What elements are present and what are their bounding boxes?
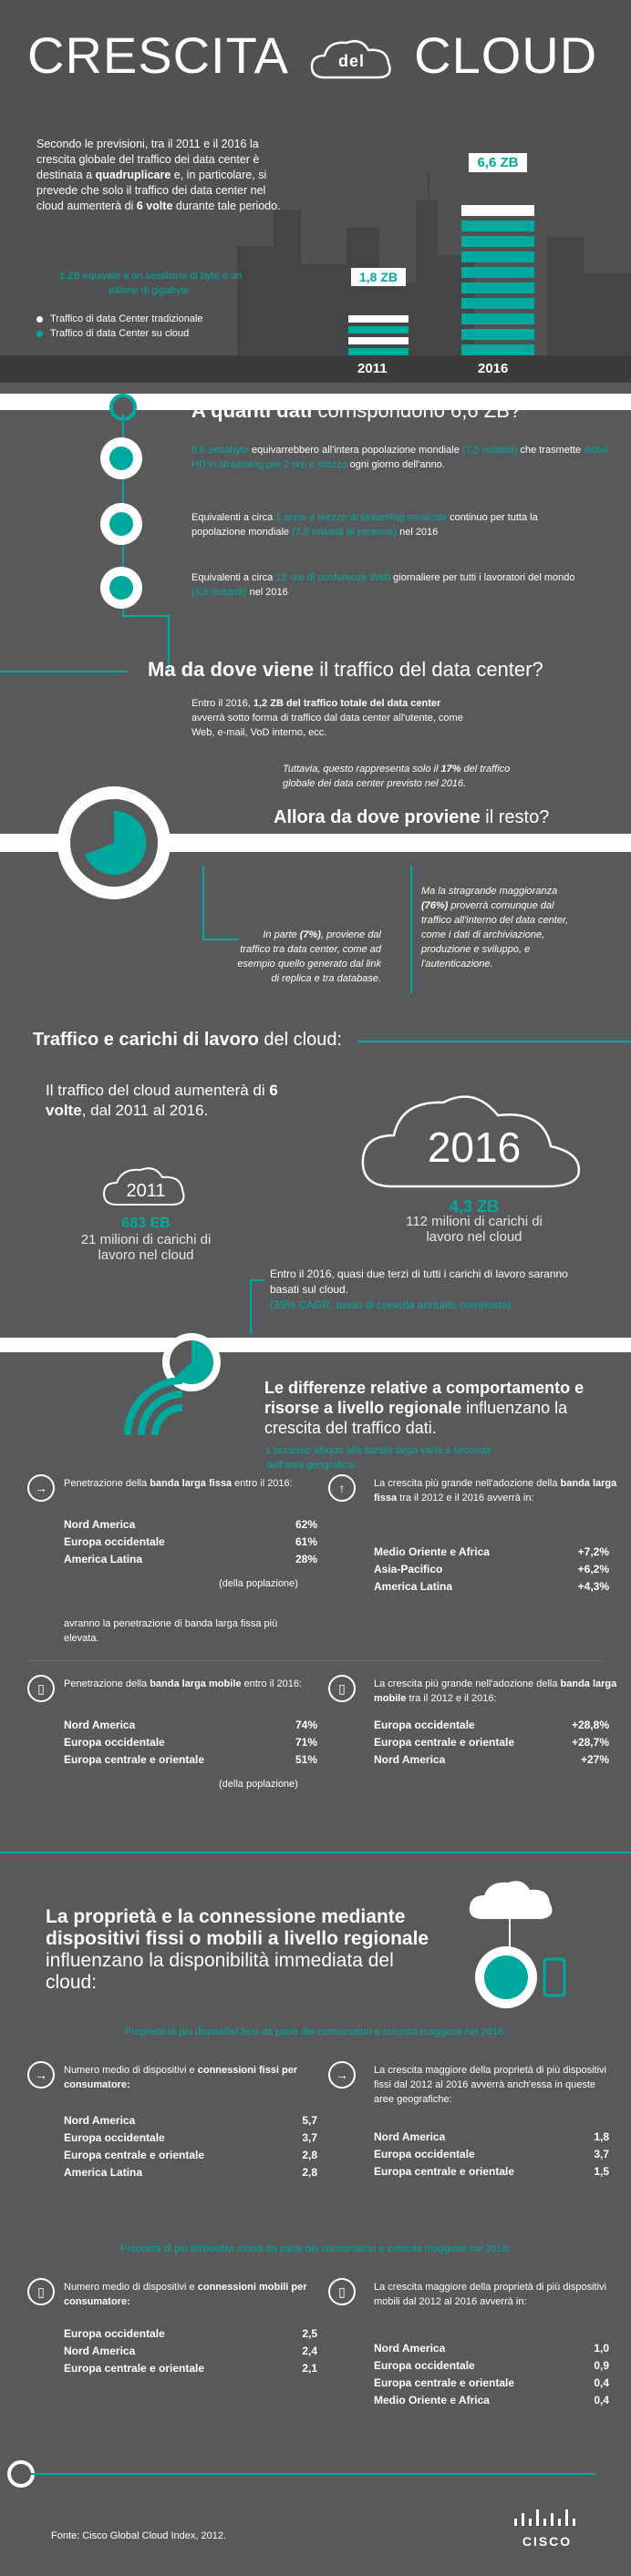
table-row	[374, 2340, 609, 2357]
table-row	[374, 1578, 609, 1596]
fixed-growth-heading	[374, 1476, 620, 1505]
connector-3	[202, 866, 204, 939]
question-2-rest: il traffico del data center?	[314, 658, 543, 681]
legend-label-traditional: Traffico di data Center tradizionale	[50, 313, 203, 324]
workload-title-rest: del cloud:	[258, 1030, 343, 1050]
source-left-b: , proviene dal traffico tra data center, come ad esempio quello generato dal link di replica e tra database.	[237, 929, 381, 984]
fixed-pen-heading	[64, 1476, 319, 1491]
row-label: Europa occidentale	[374, 2359, 475, 2372]
legend	[36, 312, 264, 341]
row-label: Asia-Pacifico	[374, 1563, 443, 1575]
row-value: 3,7	[302, 2131, 317, 2144]
row-value: 2,8	[302, 2166, 317, 2179]
row-label: Europa occidentale	[374, 2148, 475, 2160]
cloud-2016-text: 112 milioni di carichi di lavoro nel cloud	[406, 1214, 543, 1245]
mobile-devices-growth-icon: ▯	[328, 2278, 356, 2305]
item3-web: 12 ore di conferenze Web	[275, 572, 391, 583]
table-row	[374, 1544, 609, 1561]
item1-video: video HD in streaming per 2 ore e mezzo	[191, 445, 608, 470]
cisco-bars-icon	[511, 2508, 584, 2530]
arrow-up-icon: ↑	[328, 1474, 356, 1502]
source-note-bold: 17%	[440, 764, 461, 775]
data-item-3	[191, 570, 593, 600]
cisco-wordmark: CISCO	[522, 2534, 573, 2549]
main-title	[27, 26, 611, 89]
data-item-1	[191, 443, 611, 472]
row-value: 5,7	[302, 2114, 317, 2127]
table-row	[374, 2392, 609, 2409]
globe-video-icon	[100, 437, 142, 479]
row-label: Nord America	[374, 2342, 446, 2355]
connector-5-h	[357, 1041, 631, 1042]
table-row	[374, 2375, 609, 2392]
cisco-logo	[511, 2508, 584, 2553]
fixed-devices-growth-table	[374, 2129, 609, 2181]
intro-part-2: e, in particolare, si prevede che solo il traffico dei data center nel cloud aumenterà di	[36, 169, 267, 212]
source-left-bold: (7%)	[299, 929, 321, 940]
intro-bold-2: 6 volte	[136, 200, 173, 212]
source-right-a: Ma la stragrande maggioranza	[421, 886, 558, 897]
row-value: +7,2%	[577, 1545, 609, 1558]
source-right-bold: (76%)	[421, 900, 449, 911]
cloud-devices-icon	[460, 1877, 588, 2023]
table-row	[374, 1734, 609, 1751]
workload-note	[270, 1267, 580, 1313]
item3-text-c: giornaliere per tutti i lavoratori del mondo	[390, 572, 575, 583]
table-row	[64, 2112, 317, 2130]
row-label: Europa centrale e orientale	[374, 2376, 515, 2389]
row-value: +6,2%	[577, 1563, 609, 1575]
question-1-rest: corrispondono 6,6 ZB?	[312, 399, 522, 422]
arrow-right-icon: →	[27, 1474, 55, 1502]
table-row	[64, 2360, 317, 2377]
intro-part-1: Secondo le previsioni, tra il 2011 e il 2016 la crescita globale del traffico dei data center è destinata a	[36, 138, 260, 181]
data-item-2	[191, 510, 593, 539]
mobile-devices-icon: ▯	[27, 2278, 55, 2305]
row-value: 2,4	[302, 2345, 317, 2357]
mobile-pen-a: Penetrazione della	[64, 1678, 150, 1689]
row-value: 28%	[295, 1553, 317, 1565]
row-label: Nord America	[374, 1753, 446, 1766]
table-row	[374, 2163, 609, 2181]
workload-title	[33, 1030, 342, 1051]
mobile-growth-b: tra il 2012 e il 2016:	[406, 1693, 497, 1704]
mobile-growth-table	[374, 1717, 609, 1769]
fixed-pen-note: avranno la penetrazione di banda larga fissa più elevata.	[64, 1618, 278, 1644]
table-row	[64, 2147, 317, 2164]
growth-text-bold: 6 volte	[46, 1082, 278, 1119]
row-value: 1,0	[594, 2342, 609, 2355]
connector-6	[250, 1279, 252, 1334]
fixed-devices-growth-icon: →	[328, 2061, 356, 2089]
mobile-avg-bold: connessioni mobili per consumatore:	[64, 2282, 307, 2307]
table-row	[64, 2325, 317, 2343]
regional-subtitle: L'accesso ubiquo alla banda larga varia a seconda dell'area geografica:	[266, 1445, 491, 1471]
mobile-growth-bold: banda larga mobile	[374, 1678, 617, 1704]
zb-note: 1 ZB equivale a un sestilione di byte o un trilione di gigabyte.	[58, 271, 243, 296]
connector-4	[410, 866, 412, 993]
fixed-pen-pop: (della poplazione)	[219, 1578, 298, 1589]
intro-part-3: durante tale periodo.	[172, 200, 281, 212]
legend-item-cloud	[36, 326, 264, 341]
regional-divider	[27, 1660, 604, 1661]
item2-pop: (7,5 miliardi di persone)	[292, 527, 398, 538]
question-1-bold: A quanti dati	[191, 399, 313, 422]
fixed-devices-growth-text: La crescita maggiore della proprietà di più dispositivi fissi dal 2012 al 2016 avverrà anch'essa in queste aree geografiche:	[374, 2065, 606, 2105]
question-3	[274, 807, 549, 828]
question-3-rest: il resto?	[480, 807, 550, 827]
ground	[0, 355, 631, 383]
row-value: +28,8%	[571, 1719, 609, 1731]
table-row	[374, 1717, 609, 1734]
bar-2016-stack	[461, 205, 534, 355]
connector-1-h	[122, 615, 168, 617]
row-value: 71%	[295, 1736, 317, 1749]
mobile-pen-pop: (della poplazione)	[219, 1779, 298, 1790]
mobile-pen-heading	[64, 1677, 319, 1691]
row-label: America Latina	[374, 1580, 453, 1593]
devices-title-rest: influenzano la disponibilità immediata del cloud:	[46, 1950, 394, 1993]
fixed-devices-icon: →	[27, 2061, 55, 2089]
row-label: Europa occidentale	[374, 1719, 475, 1731]
fixed-pen-a: Penetrazione della	[64, 1478, 150, 1489]
row-value: 2,1	[302, 2362, 317, 2375]
title-right: CLOUD	[414, 26, 598, 84]
row-label: Europa centrale e orientale	[64, 2149, 205, 2161]
row-label: Europa centrale e orientale	[374, 2165, 515, 2178]
row-value: 74%	[295, 1719, 317, 1731]
footer-source: Fonte: Cisco Global Cloud Index, 2012.	[51, 2530, 227, 2541]
fixed-pen-b: entro il 2016:	[232, 1478, 293, 1489]
row-label: Europa occidentale	[64, 1736, 165, 1749]
mobile-growth-heading	[374, 1677, 620, 1706]
row-value: 1,8	[594, 2130, 609, 2143]
row-label: Europa centrale e orientale	[64, 2362, 205, 2375]
row-value: +4,3%	[577, 1580, 609, 1593]
legend-item-traditional	[36, 312, 264, 326]
item2-text-e: nel 2016	[397, 527, 439, 538]
growth-text	[46, 1081, 283, 1121]
row-label: America Latina	[64, 1553, 143, 1565]
globe-people-icon	[100, 567, 142, 609]
fixed-pen-bold: banda larga fissa	[150, 1478, 233, 1489]
table-row	[64, 1734, 317, 1751]
source-text	[191, 696, 465, 740]
fixed-growth-b: tra il 2012 e il 2016 avverrà in:	[397, 1493, 534, 1504]
regional-title	[264, 1378, 611, 1438]
table-row	[64, 2343, 317, 2360]
item2-text-a: Equivalenti a circa	[191, 512, 276, 523]
intro-text	[36, 137, 292, 214]
connector-3-h	[202, 939, 239, 940]
growth-text-a: Il traffico del cloud aumenterà di	[46, 1082, 270, 1099]
cloud-2011-year: 2011	[126, 1181, 166, 1201]
row-label: Europa centrale e orientale	[64, 1753, 205, 1766]
source-note-b: del traffico globale dei data center previsto nel 2016.	[283, 764, 511, 789]
fixed-growth-table	[374, 1544, 609, 1596]
item1-text-b: equivarrebbero all'intera popolazione mondiale	[249, 445, 462, 456]
row-label: America Latina	[64, 2166, 143, 2179]
row-value: 62%	[295, 1518, 317, 1531]
fixed-avg-heading	[64, 2063, 310, 2092]
row-label: Nord America	[64, 2114, 136, 2127]
mobile-avg-a: Numero medio di dispositivi e	[64, 2282, 198, 2293]
row-label: Nord America	[64, 2345, 136, 2357]
mobile-devices-growth-table	[374, 2340, 609, 2409]
title-mid: del	[338, 52, 366, 71]
item3-text-e: nel 2016	[246, 587, 288, 598]
wifi-pie-icon	[119, 1326, 237, 1444]
source-right-b: proverrà comunque dal traffico all'interno del data center, come i dati di archiviazione, produzione e sviluppo, e l'autenticazione.	[421, 900, 569, 970]
connector-2-h	[0, 671, 128, 672]
mobile-pen-b: entro il 2016:	[241, 1678, 303, 1689]
fixed-growth-a: La crescita più grande nell'adozione della	[374, 1478, 561, 1489]
intro-bold: quadruplicare	[95, 169, 171, 181]
legend-swatch-white	[36, 316, 43, 323]
source-text-b: avverrà sotto forma di traffico dal data center all'utente, come Web, e-mail, VoD interno, ecc.	[191, 713, 463, 738]
item1-text-f: ogni giorno dell'anno.	[347, 459, 445, 470]
table-row	[64, 1717, 317, 1734]
cloud-2011-value: 683 EB	[121, 1216, 171, 1231]
table-row	[64, 1534, 317, 1551]
bar-2016	[461, 155, 534, 355]
item2-text-c: continuo per tutta la popolazione mondiale	[191, 512, 538, 538]
devices-title-bold: La proprietà e la connessione mediante dispositivi fissi o mobili a livello regionale	[46, 1906, 429, 1949]
row-value: 1,5	[594, 2165, 609, 2178]
table-row	[374, 2357, 609, 2375]
regional-title-rest: influenzano la crescita del traffico dati.	[264, 1399, 568, 1437]
item3-workers: (3,6 miliardi)	[191, 587, 247, 598]
legend-swatch-teal	[36, 331, 43, 337]
traffic-pie	[55, 784, 173, 902]
mobile-devices-growth-text: La crescita maggiore della proprietà di più dispositivi mobili dal 2012 al 2016 avverrà in:	[374, 2282, 606, 2307]
row-label: Europa occidentale	[64, 2327, 165, 2340]
item3-text-a: Equivalenti a circa	[191, 572, 276, 583]
source-note-a: Tuttavia, questo rappresenta solo il	[283, 764, 441, 775]
connector-7-h	[0, 1852, 631, 1853]
row-value: 3,7	[594, 2148, 609, 2160]
connector-6-h	[250, 1279, 264, 1281]
source-left	[235, 928, 381, 986]
item1-text-d: che trasmette	[517, 445, 584, 456]
mobile-growth-a: La crescita più grande nell'adozione della	[374, 1678, 561, 1689]
row-value: 0,4	[594, 2394, 609, 2407]
fixed-devices-heading: Proprietà di più dispositivi fissi da parte dei consumatori e crescita maggiore nel 2016:	[124, 2027, 507, 2037]
table-row	[374, 1561, 609, 1578]
row-value: 0,4	[594, 2376, 609, 2389]
source-left-a: In parte	[263, 929, 300, 940]
cloud-2011-text: 21 milioni di carichi di lavoro nel cloud	[80, 1232, 212, 1263]
bar-2016-label: 6,6 ZB	[469, 153, 527, 172]
fixed-pen-table	[64, 1516, 317, 1568]
fixed-avg-bold: connessioni fissi per consumatore:	[64, 2065, 298, 2090]
workload-note-b: (39% CAGR, tasso di crescita annuale composto)	[270, 1298, 512, 1311]
row-label: Europa occidentale	[64, 2131, 165, 2144]
bar-2011	[348, 270, 409, 355]
row-label: Europa centrale e orientale	[374, 1736, 515, 1749]
table-row	[64, 1751, 317, 1769]
table-row	[374, 2146, 609, 2163]
fixed-avg-a: Numero medio di dispositivi e	[64, 2065, 198, 2076]
fixed-avg-table	[64, 2112, 317, 2181]
row-value: +27%	[580, 1753, 609, 1766]
item1-pop: (7,5 miliardi)	[461, 445, 518, 456]
mobile-pen-bold: banda larga mobile	[150, 1678, 242, 1689]
table-row	[64, 1551, 317, 1568]
row-label: Europa occidentale	[64, 1535, 165, 1548]
table-row	[64, 2130, 317, 2147]
row-value: 61%	[295, 1535, 317, 1548]
source-text-bold: 1,2 ZB del traffico totale del data center	[253, 698, 441, 709]
table-row	[374, 1751, 609, 1769]
row-label: Nord America	[64, 1719, 136, 1731]
table-row	[64, 2164, 317, 2181]
row-value: +28,7%	[571, 1736, 609, 1749]
row-label: Medio Oriente e Africa	[374, 2394, 490, 2407]
fixed-growth-bold: banda larga fissa	[374, 1478, 617, 1504]
workload-note-a: Entro il 2016, quasi due terzi di tutti i carichi di lavoro saranno basati sul cloud.	[270, 1267, 568, 1296]
row-value: 2,8	[302, 2149, 317, 2161]
mobile-growth-icon: ▯	[328, 1675, 356, 1702]
mobile-icon: ▯	[27, 1675, 55, 1702]
bar-2011-stack	[348, 315, 409, 355]
title-left: CRESCITA	[27, 26, 289, 84]
row-label: Medio Oriente e Africa	[374, 1545, 490, 1558]
question-2	[148, 658, 543, 682]
row-value: 0,9	[594, 2359, 609, 2372]
item2-music: 1 anno e mezzo di streaming musicale	[275, 512, 448, 523]
table-row	[64, 1516, 317, 1534]
cloud-2016-value: 4,3 ZB	[449, 1197, 500, 1216]
row-label: Nord America	[64, 1518, 136, 1531]
mobile-devices-heading: Proprietà di più dispositivi mobili da parte dei consumatori e crescita maggiore nel 2016:	[119, 2243, 511, 2254]
growth-text-b: , dal 2011 al 2016.	[81, 1102, 209, 1119]
mobile-avg-table	[64, 2325, 317, 2377]
legend-label-cloud: Traffico di data Center su cloud	[50, 328, 190, 339]
footer-line	[31, 2473, 596, 2475]
row-value: 51%	[295, 1753, 317, 1766]
year-2011-label: 2011	[357, 361, 388, 376]
item1-highlight: 6,6 zettabyte	[191, 445, 249, 456]
workload-title-bold: Traffico e carichi di lavoro	[33, 1030, 259, 1050]
mobile-pen-table	[64, 1717, 317, 1769]
question-2-bold: Ma da dove viene	[148, 658, 315, 681]
cloud-badge	[308, 36, 396, 83]
question-3-bold: Allora da dove proviene	[274, 807, 481, 827]
devices-title	[46, 1906, 447, 1994]
regional-band	[0, 1338, 631, 1352]
mobile-avg-heading	[64, 2280, 310, 2309]
row-label: Nord America	[374, 2130, 446, 2143]
table-row	[374, 2129, 609, 2146]
regional-title-bold: Le differenze relative a comportamento e risorse a livello regionale	[264, 1379, 584, 1417]
globe-music-icon	[100, 503, 142, 545]
source-note	[283, 762, 511, 791]
source-right	[421, 884, 576, 971]
bar-2011-label: 1,8 ZB	[351, 268, 406, 286]
source-text-a: Entro il 2016,	[191, 698, 253, 709]
row-value: 2,5	[302, 2327, 317, 2340]
cloud-2016-year: 2016	[427, 1124, 522, 1171]
year-2016-label: 2016	[478, 361, 509, 376]
question-1	[191, 399, 521, 423]
